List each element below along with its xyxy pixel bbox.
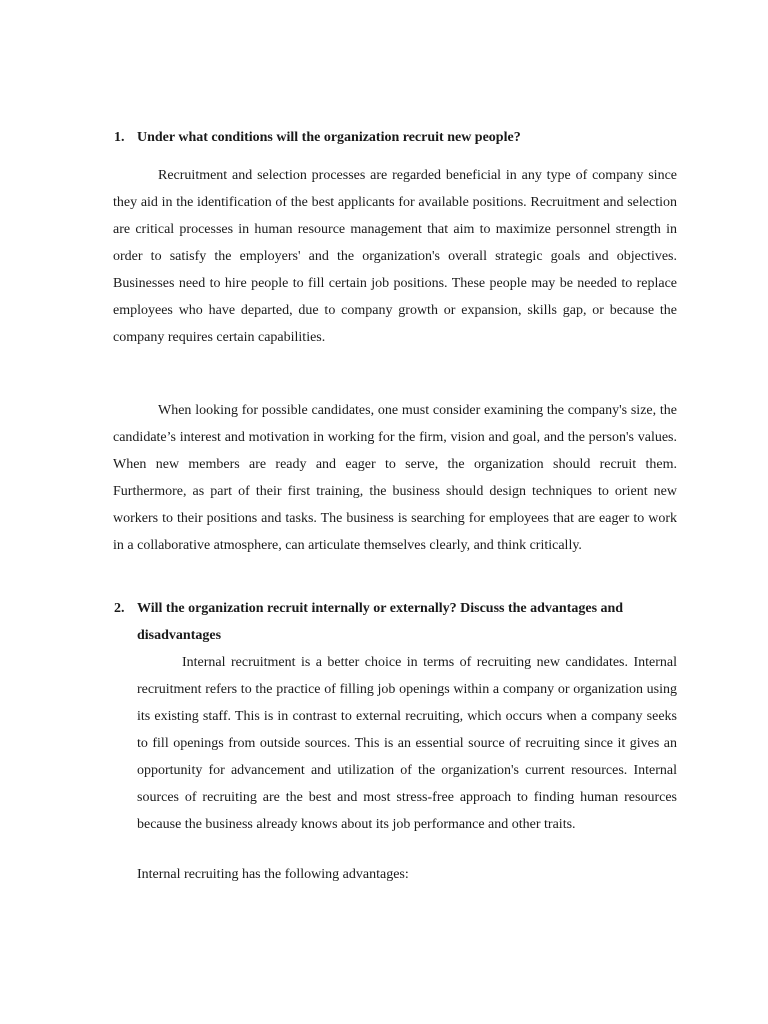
section-2-heading-text: Will the organization recruit internally or externally? Discuss the advantages and disadvantages bbox=[137, 601, 624, 643]
section-1-paragraph-2: When looking for possible candidates, one must consider examining the company's size, the candidate’s interest and motivation in working for the firm, vision and goal, and the person's values. When new members are ready and eager to serve, the organization should recruit them. Furthermore, as part of their first training, the business should design techniques to orient new workers to their positions and tasks. The business is searching for employees that are eager to work in a collaborative atmosphere, can articulate themselves clearly, and think critically. bbox=[113, 403, 677, 553]
section-2-number: 2. bbox=[114, 601, 125, 616]
section-1-number: 1. bbox=[114, 130, 125, 145]
section-2-heading bbox=[114, 595, 677, 649]
section-1-heading bbox=[114, 124, 737, 151]
section-1-heading-text: Under what conditions will the organization recruit new people? bbox=[137, 130, 521, 145]
section-1-paragraph-1: Recruitment and selection processes are regarded beneficial in any type of company since they aid in the identification of the best applicants for available positions. Recruitment and selection are critical processes in human resource management that aim to maximize personnel strength in order to satisfy the employers' and the organization's overall strategic goals and objectives. Businesses need to hire people to fill certain job positions. These people may be needed to replace employees who have departed, due to company growth or expansion, skills gap, or because the company requires certain capabilities. bbox=[113, 168, 677, 345]
section-2-paragraph-2: Internal recruiting has the following advantages: bbox=[137, 867, 409, 882]
section-2-paragraph-1: Internal recruitment is a better choice in terms of recruiting new candidates. Internal recruitment refers to the practice of filling job openings within a company or organization using its existing staff. This is in contrast to external recruiting, which occurs when a company seeks to fill openings from outside sources. This is an essential source of recruiting since it gives an opportunity for advancement and utilization of the organization's current resources. Internal sources of recruiting are the best and most stress-free approach to finding human resources because the business already knows about its job performance and other traits. bbox=[137, 655, 677, 832]
